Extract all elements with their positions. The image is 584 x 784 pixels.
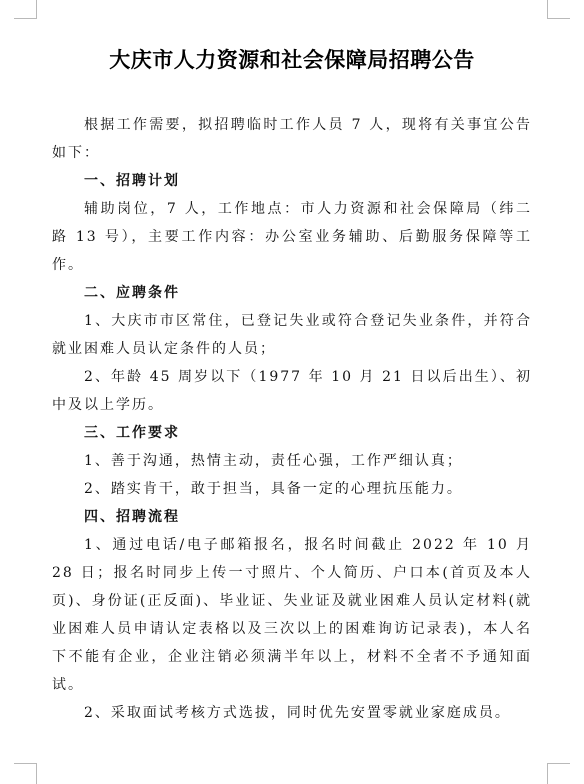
paragraph: 1、大庆市市区常住，已登记失业或符合登记失业条件，并符合就业困难人员认定条件的人员；	[52, 313, 532, 357]
paragraph: 1、通过电话/电子邮箱报名，报名时间截止 2022 年 10 月 28 日；报名时同步上传一寸照片、个人简历、户口本(首页及本人页)、身份证(正反面)、毕业证、失业证及就业困难人员认定材料(就业困难人员申请认定表格以及三次以上的困难询访记录表)，本人名下不能有企业，企业注销必须满半年以上，材料不全者不予通知面试。	[52, 537, 532, 693]
document-title: 大庆市人力资源和社会保障局招聘公告	[109, 48, 475, 72]
paragraph: 2、采取面试考核方式选拔，同时优先安置零就业家庭成员。	[84, 705, 511, 721]
section-heading-recruitment-plan: 一、招聘计划	[84, 173, 180, 189]
paragraph: 辅助岗位，7 人，工作地点：市人力资源和社会保障局（纬二路 13 号），主要工作内容：办公室业务辅助、后勤服务保障等工作。	[52, 201, 532, 273]
section-heading-job-requirements: 三、工作要求	[84, 425, 180, 441]
section-heading-requirements: 二、应聘条件	[84, 285, 180, 301]
section-heading-process: 四、招聘流程	[84, 509, 180, 525]
crop-mark-bottom-left	[14, 763, 37, 784]
intro-paragraph: 根据工作需要，拟招聘临时工作人员 7 人，现将有关事宜公告如下：	[52, 117, 532, 161]
crop-mark-bottom-right	[547, 763, 570, 784]
paragraph: 1、善于沟通，热情主动，责任心强，工作严细认真；	[84, 453, 463, 469]
crop-mark-top-left	[14, 0, 37, 19]
paragraph: 2、踏实肯干，敢于担当，具备一定的心理抗压能力。	[84, 481, 463, 497]
crop-mark-top-right	[547, 0, 570, 19]
paragraph: 2、年龄 45 周岁以下（1977 年 10 月 21 日以后出生）、初中及以上学历。	[52, 369, 532, 413]
document-body	[52, 111, 532, 727]
